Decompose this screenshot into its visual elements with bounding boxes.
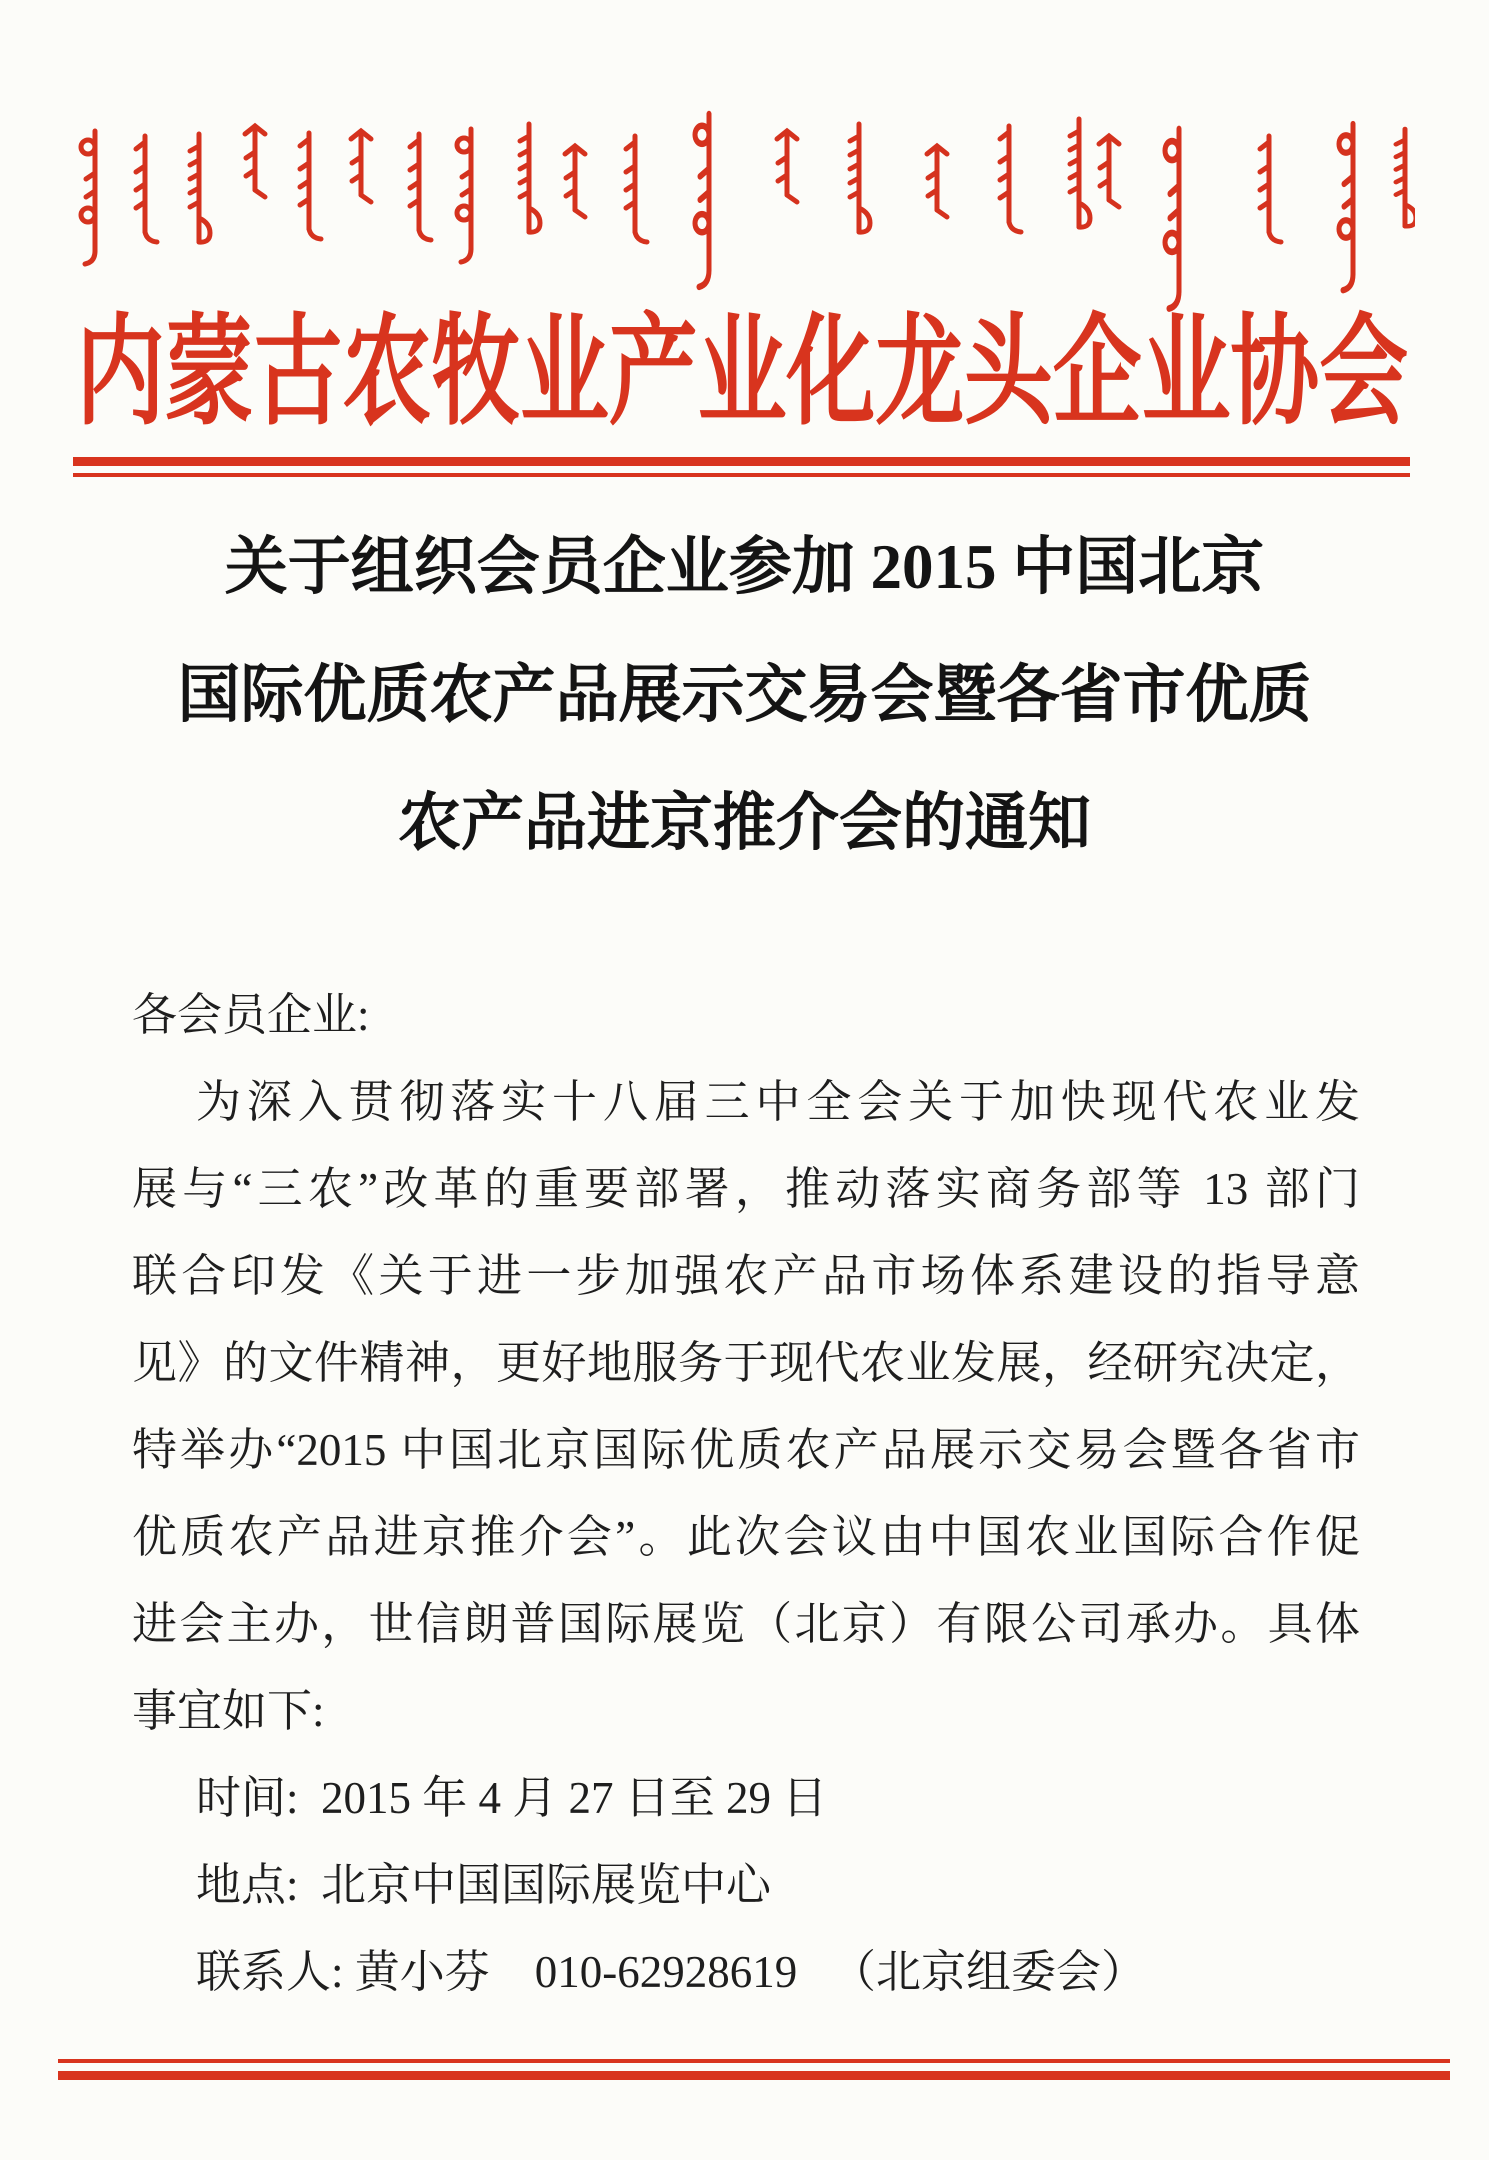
body-line: 进会主办，世信朗普国际展览（北京）有限公司承办。具体	[132, 1599, 1360, 1649]
body-line: 见》的文件精神，更好地服务于现代农业发展，经研究决定，	[132, 1338, 1360, 1388]
body-line: 事宜如下:	[132, 1686, 325, 1736]
divider-thin-line	[73, 473, 1410, 477]
body-line: 优质农产品进京推介会”。此次会议由中国农业国际合作促	[132, 1512, 1360, 1562]
divider-thick-line	[73, 457, 1410, 466]
notice-body	[132, 972, 1360, 2016]
detail-contact: 联系人: 黄小芬 010-62928619 （北京组委会）	[196, 1947, 1146, 1997]
body-line: 展与“三农”改革的重要部署，推动落实商务部等 13 部门	[132, 1164, 1360, 1214]
title-line-3: 农产品进京推介会的通知	[398, 788, 1091, 858]
body-line: 为深入贯彻落实十八届三中全会关于加快现代农业发	[196, 1077, 1360, 1127]
body-line: 联合印发《关于进一步加强农产品市场体系建设的指导意	[132, 1251, 1360, 1301]
detail-location: 地点: 北京中国国际展览中心	[196, 1860, 772, 1910]
divider-thin-line	[58, 2059, 1450, 2063]
letterhead-divider	[73, 457, 1410, 477]
body-line: 特举办“2015 中国北京国际优质农产品展示交易会暨各省市	[132, 1425, 1360, 1475]
divider-thick-line	[58, 2071, 1450, 2080]
detail-time: 时间: 2015 年 4 月 27 日至 29 日	[196, 1773, 828, 1823]
salutation: 各会员企业:	[132, 990, 370, 1040]
letterhead-org-name: 内蒙古农牧业产业化龙头企业协会	[76, 306, 1408, 439]
footer-divider	[58, 2059, 1450, 2080]
document-title	[75, 503, 1414, 887]
title-line-1: 关于组织会员企业参加 2015 中国北京	[224, 532, 1265, 602]
title-line-2: 国际优质农产品展示交易会暨各省市优质	[177, 660, 1312, 730]
